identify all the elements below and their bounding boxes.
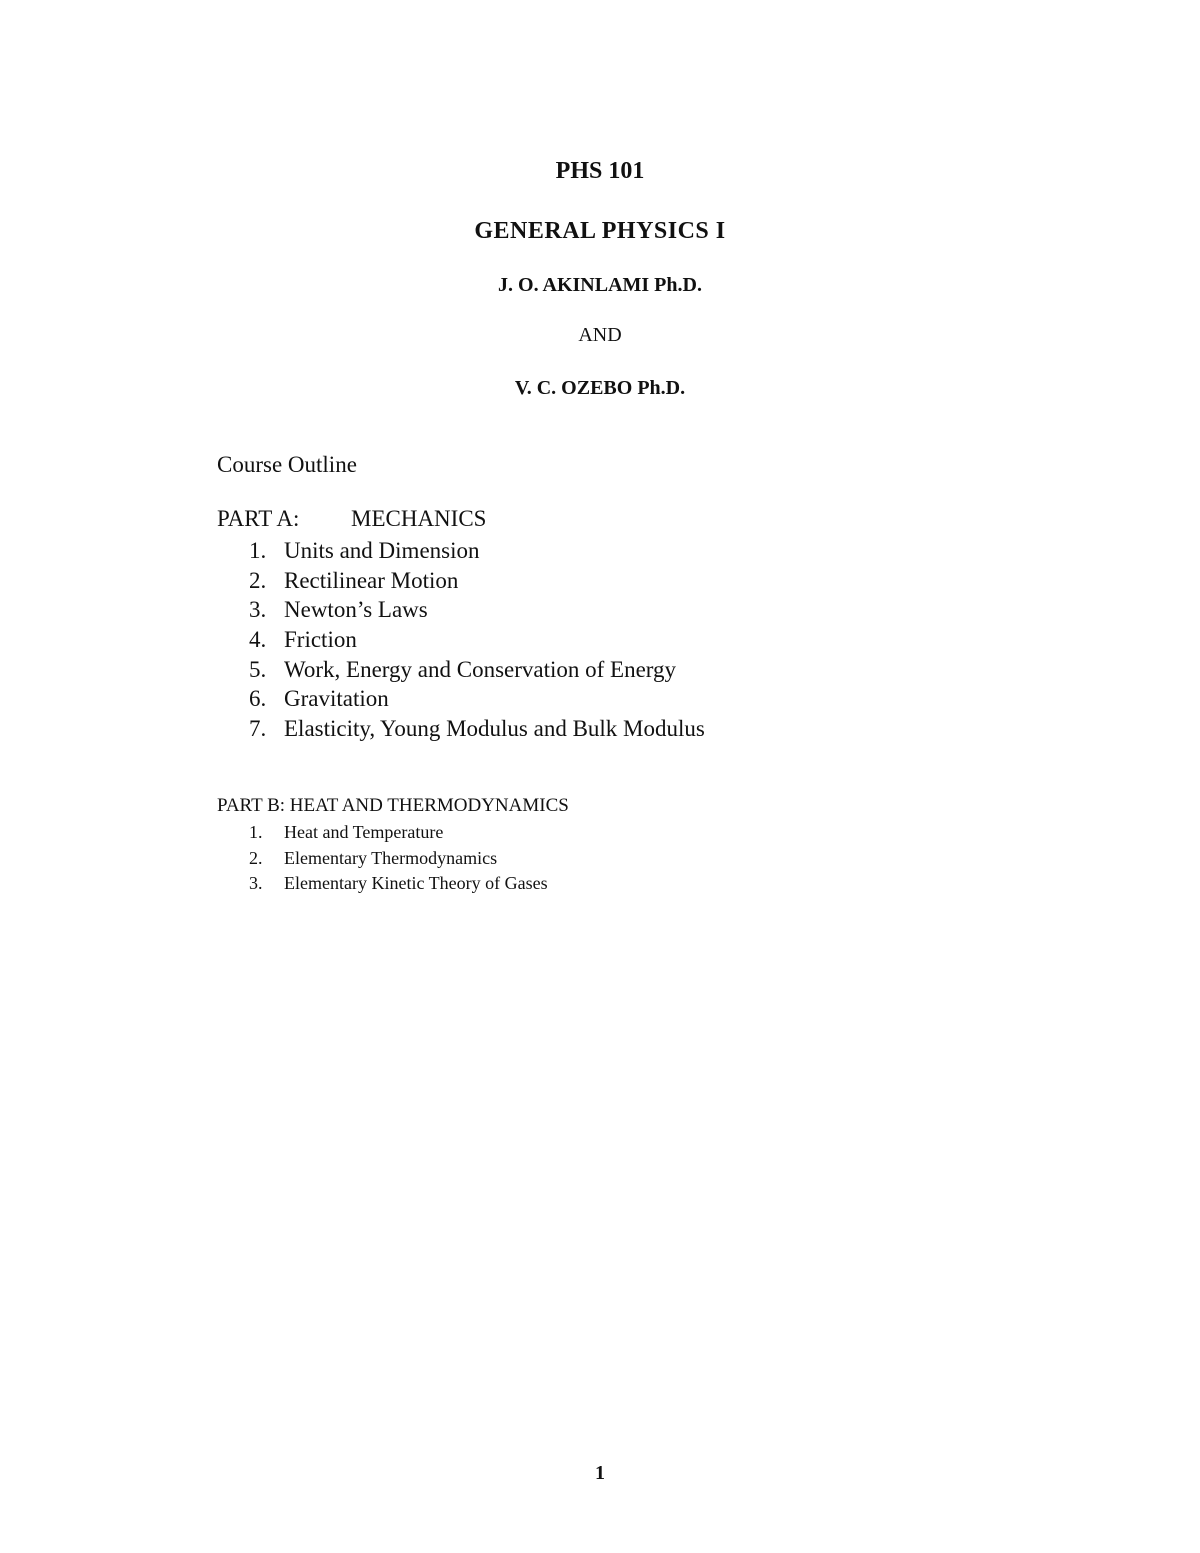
- list-item-number: 2.: [249, 847, 263, 868]
- list-item: [249, 626, 705, 656]
- list-item: [249, 656, 705, 686]
- list-item: [249, 537, 705, 567]
- page-number: 1: [595, 1462, 605, 1484]
- list-item-number: 6.: [249, 686, 267, 712]
- list-item: [249, 871, 548, 897]
- list-item-text: Units and Dimension: [284, 538, 480, 563]
- list-item: [249, 567, 705, 597]
- list-item-text: Elementary Kinetic Theory of Gases: [284, 873, 548, 893]
- part-a-heading: [217, 506, 486, 532]
- list-item: [249, 820, 548, 846]
- part-b-topic-list: [249, 820, 548, 897]
- list-item-number: 3.: [249, 597, 267, 623]
- course-outline-heading: Course Outline: [217, 452, 357, 477]
- list-item-text: Newton’s Laws: [284, 597, 428, 623]
- list-item-number: 1.: [249, 822, 263, 842]
- part-a-label: PART A:: [217, 506, 300, 531]
- list-item-number: 3.: [249, 873, 263, 893]
- author-2: V. C. OZEBO Ph.D.: [514, 377, 686, 399]
- list-item-text: Heat and Temperature: [284, 822, 444, 842]
- part-a-title: MECHANICS: [351, 506, 487, 531]
- list-item: [249, 846, 548, 872]
- list-item-number: 7.: [249, 716, 267, 742]
- list-item-number: 1.: [249, 538, 267, 563]
- list-item-text: Friction: [284, 627, 357, 653]
- list-item-text: Gravitation: [284, 686, 389, 712]
- author-1: J. O. AKINLAMI Ph.D.: [498, 274, 702, 296]
- list-item-number: 5.: [249, 656, 267, 682]
- list-item-text: Elementary Thermodynamics: [284, 847, 498, 868]
- part-b-heading: PART B: HEAT AND THERMODYNAMICS: [217, 795, 569, 816]
- list-item: [249, 715, 705, 745]
- list-item: [249, 685, 705, 715]
- list-item-text: Work, Energy and Conservation of Energy: [284, 656, 677, 682]
- course-code: PHS 101: [555, 158, 645, 184]
- author-conjunction: AND: [578, 324, 622, 346]
- part-a-topic-list: [249, 537, 705, 745]
- list-item-text: Rectilinear Motion: [284, 567, 459, 593]
- list-item: [249, 596, 705, 626]
- list-item-number: 4.: [249, 627, 267, 653]
- course-title: GENERAL PHYSICS I: [474, 218, 726, 244]
- list-item-text: Elasticity, Young Modulus and Bulk Modulus: [284, 716, 705, 742]
- list-item-number: 2.: [249, 567, 267, 593]
